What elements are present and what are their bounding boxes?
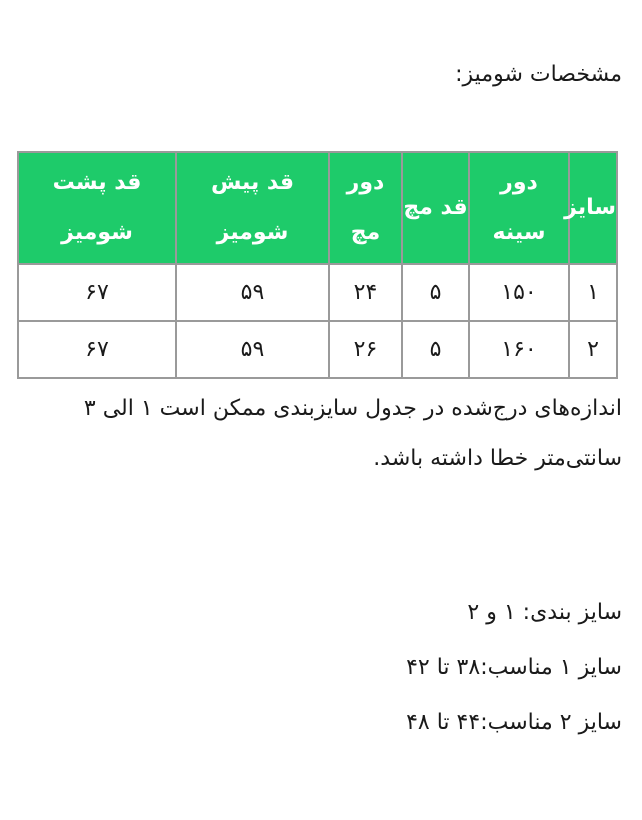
size-guide <box>406 590 622 755</box>
table-header-row <box>18 152 617 264</box>
header-back-length: قد پشت شومیز <box>18 152 176 264</box>
table-cell: ۵۹ <box>176 321 329 378</box>
size-range: سایز بندی: ۱ و ۲ <box>467 600 622 625</box>
size-1-fit: سایز ۱ مناسب:۳۸ تا ۴۲ <box>406 655 622 680</box>
table-cell: ۲ <box>569 321 617 378</box>
header-chest: دور سینه <box>469 152 569 264</box>
table-cell: ۶۷ <box>18 321 176 378</box>
header-wrist-circumference: دور مچ <box>329 152 402 264</box>
table-cell: ۵ <box>402 264 469 321</box>
table-cell: ۱۵۰ <box>469 264 569 321</box>
table-cell: ۱۶۰ <box>469 321 569 378</box>
table-row <box>18 264 617 321</box>
header-wrist-length: قد مچ <box>402 152 469 264</box>
table-row <box>18 321 617 378</box>
size-2-fit: سایز ۲ مناسب:۴۴ تا ۴۸ <box>406 710 622 735</box>
table-cell: ۲۴ <box>329 264 402 321</box>
table-cell: ۵ <box>402 321 469 378</box>
table-cell: ۵۹ <box>176 264 329 321</box>
table-cell: ۶۷ <box>18 264 176 321</box>
table-cell: ۲۶ <box>329 321 402 378</box>
header-front-length: قد پیش شومیز <box>176 152 329 264</box>
table-cell: ۱ <box>569 264 617 321</box>
page-heading: مشخصات شومیز: <box>455 62 622 87</box>
header-size: سایز <box>569 152 617 264</box>
size-table <box>17 151 618 379</box>
size-disclaimer: اندازه‌های درج‌شده در جدول سایزبندی ممکن است ۱ الی ۳ سانتی‌متر خطا داشته باشد. <box>83 396 622 471</box>
